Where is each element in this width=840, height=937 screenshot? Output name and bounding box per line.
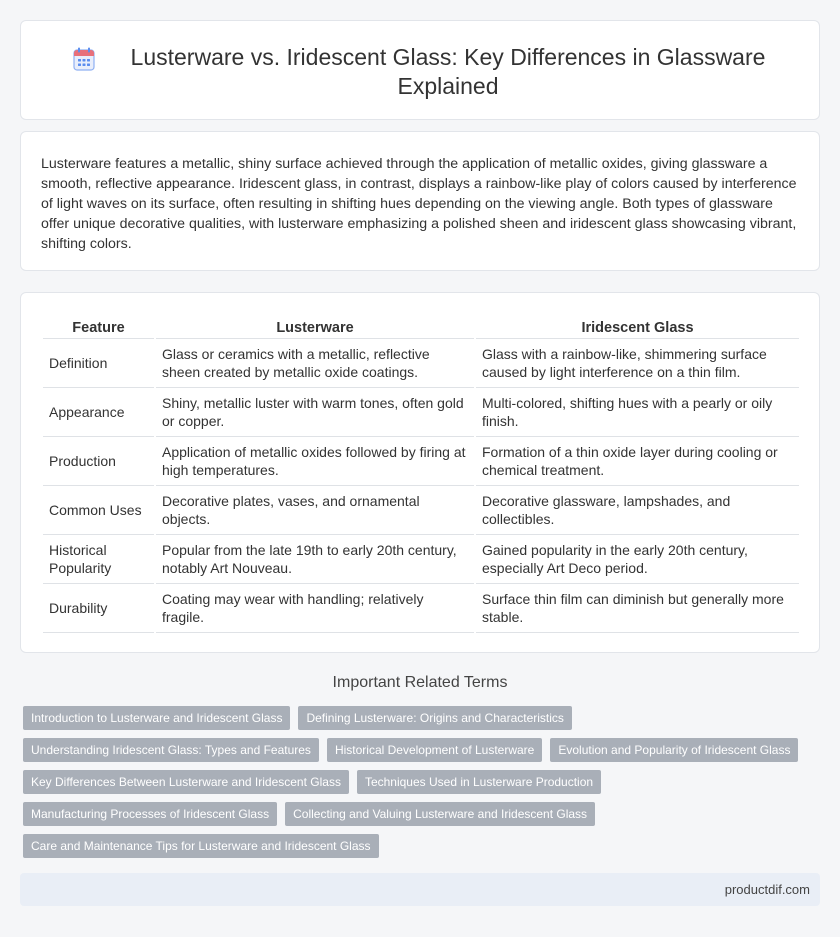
lusterware-cell: Shiny, metallic luster with warm tones, often gold or copper.: [155, 387, 475, 436]
table-row: [43, 338, 799, 387]
table-row: [43, 436, 799, 485]
iridescent-cell: Gained popularity in the early 20th century, especially Art Deco period.: [475, 534, 799, 583]
iridescent-cell: Decorative glassware, lampshades, and collectibles.: [475, 485, 799, 534]
related-term-tag[interactable]: Understanding Iridescent Glass: Types and Features: [23, 738, 319, 762]
comparison-table-card: [20, 292, 820, 653]
lusterware-cell: Coating may wear with handling; relatively fragile.: [155, 583, 475, 632]
related-terms-heading: Important Related Terms: [332, 674, 508, 691]
footer-site-link[interactable]: productdif.com: [724, 882, 810, 897]
related-term-tag[interactable]: Techniques Used in Lusterware Production: [357, 770, 601, 794]
lusterware-cell: Application of metallic oxides followed by firing at high temperatures.: [155, 436, 475, 485]
footer-bar: [20, 873, 820, 906]
related-term-tag[interactable]: Historical Development of Lusterware: [327, 738, 542, 762]
feature-cell: Definition: [43, 338, 155, 387]
header-lusterware: Lusterware: [155, 314, 475, 338]
lusterware-cell: Decorative plates, vases, and ornamental objects.: [155, 485, 475, 534]
header-iridescent-glass: Iridescent Glass: [475, 314, 799, 338]
table-row: [43, 534, 799, 583]
feature-cell: Historical Popularity: [43, 534, 155, 583]
table-row: [43, 387, 799, 436]
feature-cell: Common Uses: [43, 485, 155, 534]
iridescent-cell: Glass with a rainbow-like, shimmering surface caused by light interference on a thin film.: [475, 338, 799, 387]
iridescent-cell: Multi-colored, shifting hues with a pearly or oily finish.: [475, 387, 799, 436]
title-wrap: [21, 43, 819, 101]
feature-cell: Production: [43, 436, 155, 485]
intro-paragraph: Lusterware features a metallic, shiny surface achieved through the application of metallic oxides, giving glassware a smooth, reflective appearance. Iridescent glass, in contrast, displays a rainbow-like play of colors caused by interference of light waves on its surface, often resulting in shifting hues depending on the viewing angle. Both types of glassware offer unique decorative qualities, with lusterware emphasizing a polished sheen and iridescent glass showcasing vibrant, shifting colors.: [41, 156, 797, 252]
table-header-row: [43, 314, 799, 338]
intro-card: [20, 131, 820, 271]
related-term-tag[interactable]: Key Differences Between Lusterware and Iridescent Glass: [23, 770, 349, 794]
related-term-tag[interactable]: Collecting and Valuing Lusterware and Iridescent Glass: [285, 802, 595, 826]
related-term-tag[interactable]: Defining Lusterware: Origins and Characteristics: [298, 706, 571, 730]
table-row: [43, 583, 799, 632]
lusterware-cell: Popular from the late 19th to early 20th century, notably Art Nouveau.: [155, 534, 475, 583]
comparison-table: [43, 314, 799, 633]
related-term-tag[interactable]: Evolution and Popularity of Iridescent Glass: [550, 738, 798, 762]
iridescent-cell: Surface thin film can diminish but generally more stable.: [475, 583, 799, 632]
header-card: [20, 20, 820, 120]
feature-cell: Appearance: [43, 387, 155, 436]
related-terms-list: [23, 706, 823, 858]
related-term-tag[interactable]: Introduction to Lusterware and Iridescent Glass: [23, 706, 290, 730]
lusterware-cell: Glass or ceramics with a metallic, reflective sheen created by metallic oxide coatings.: [155, 338, 475, 387]
feature-cell: Durability: [43, 583, 155, 632]
table-row: [43, 485, 799, 534]
related-term-tag[interactable]: Manufacturing Processes of Iridescent Glass: [23, 802, 277, 826]
header-feature: Feature: [43, 314, 155, 338]
related-term-tag[interactable]: Care and Maintenance Tips for Lusterware and Iridescent Glass: [23, 834, 379, 858]
iridescent-cell: Formation of a thin oxide layer during cooling or chemical treatment.: [475, 436, 799, 485]
page-title: Lusterware vs. Iridescent Glass: Key Differences in Glassware Explained: [130, 44, 766, 99]
